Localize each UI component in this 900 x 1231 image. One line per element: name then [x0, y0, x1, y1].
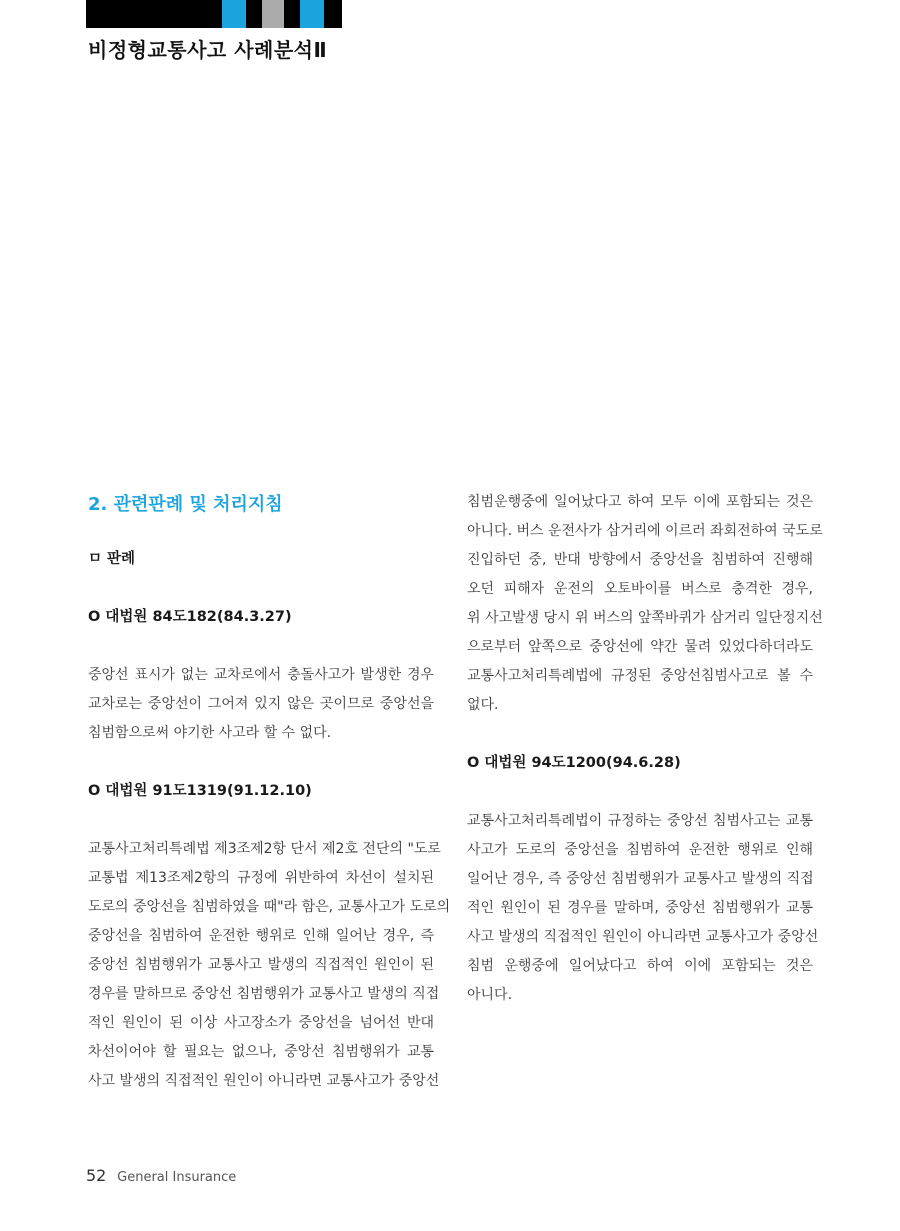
text-line: 위 사고발생 당시 위 버스의 앞쪽바퀴가 삼거리 일단정지선 [467, 610, 823, 626]
page-footer [86, 1166, 236, 1185]
header-color-bar [86, 0, 342, 28]
text-line: 사고가 도로의 중앙선을 침범하여 운전한 행위로 인해 [467, 842, 813, 858]
running-title: 비정형교통사고 사례분석Ⅱ [88, 38, 328, 62]
header-bar-segment [222, 0, 246, 28]
header-bar-segment [86, 0, 174, 28]
text-line: 침범함으로써 야기한 사고라 할 수 없다. [88, 725, 332, 741]
header-bar-segment [284, 0, 300, 28]
text-line: 교차로는 중앙선이 그어져 있지 않은 곳이므로 중앙선을 [88, 696, 434, 712]
text-line: 적인 원인이 된 이상 사고장소가 중앙선을 넘어선 반대 [88, 1015, 434, 1031]
text-line: 일어난 경우, 즉 중앙선 침범행위가 교통사고 발생의 직접 [467, 871, 814, 887]
text-line: 중앙선 침범행위가 교통사고 발생의 직접적인 원인이 된 [88, 957, 434, 973]
text-line: 적인 원인이 된 경우를 말하며, 중앙선 침범행위가 교통 [467, 900, 813, 916]
text-line: 사고 발생의 직접적인 원인이 아니라면 교통사고가 중앙선 [88, 1073, 440, 1089]
section-heading: 2. 관련판례 및 처리지침 [88, 494, 283, 515]
text-line: 아니다. [467, 987, 513, 1003]
case-paragraph-91do1319-continued [467, 488, 823, 720]
text-line: 으로부터 앞쪽으로 중앙선에 약간 물려 있었다하더라도 [467, 639, 813, 655]
header-bar-segment [262, 0, 284, 28]
header-bar-segment [300, 0, 324, 28]
text-line: 차선이어야 할 필요는 없으나, 중앙선 침범행위가 교통 [88, 1044, 434, 1060]
text-line: 교통사고처리특례법 제3조제2항 단서 제2호 전단의 "도로 [88, 841, 441, 857]
text-line: 침범 운행중에 일어났다고 하여 이에 포함되는 것은 [467, 958, 813, 974]
text-line: 중앙선을 침범하여 운전한 행위로 인해 일어난 경우, 즉 [88, 928, 434, 944]
case-paragraph-94do1200 [467, 807, 819, 1010]
text-line: 진입하던 중, 반대 방향에서 중앙선을 침범하여 진행해 [467, 552, 813, 568]
text-line: 아니다. 버스 운전사가 삼거리에 이르러 좌회전하여 국도로 [467, 523, 823, 539]
text-line: 오던 피해자 운전의 오토바이를 버스로 충격한 경우, [467, 581, 813, 597]
case-paragraph-91do1319 [88, 835, 451, 1096]
right-column [467, 488, 823, 1010]
sub-heading-precedents: ㅁ 판례 [88, 551, 136, 567]
text-line: 중앙선 표시가 없는 교차로에서 충돌사고가 발생한 경우 [88, 667, 434, 683]
text-line: 교통사고처리특례법에 규정된 중앙선침범사고로 볼 수 [467, 668, 813, 684]
text-line: 침범운행중에 일어났다고 하여 모두 이에 포함되는 것은 [467, 494, 813, 510]
text-line: 교통법 제13조제2항의 규정에 위반하여 차선이 설치된 [88, 870, 434, 886]
text-line: 경우를 말하므로 중앙선 침범행위가 교통사고 발생의 직접 [88, 986, 440, 1002]
text-line: 도로의 중앙선을 침범하였을 때"라 함은, 교통사고가 도로의 [88, 899, 451, 915]
header-bar-segment [174, 0, 222, 28]
publication-name: General Insurance [117, 1170, 237, 1185]
case-heading-91do1319: O 대법원 91도1319(91.12.10) [88, 783, 312, 799]
text-line: 사고 발생의 직접적인 원인이 아니라면 교통사고가 중앙선 [467, 929, 819, 945]
header-bar-segment [324, 0, 342, 28]
text-line: 교통사고처리특례법이 규정하는 중앙선 침범사고는 교통 [467, 813, 813, 829]
case-heading-94do1200: O 대법원 94도1200(94.6.28) [467, 755, 681, 771]
left-column [88, 488, 451, 1096]
header-bar-segment [246, 0, 262, 28]
case-heading-84do182: O 대법원 84도182(84.3.27) [88, 609, 292, 625]
case-paragraph-84do182 [88, 661, 434, 748]
page-number: 52 [86, 1166, 107, 1185]
text-line: 없다. [467, 697, 499, 713]
